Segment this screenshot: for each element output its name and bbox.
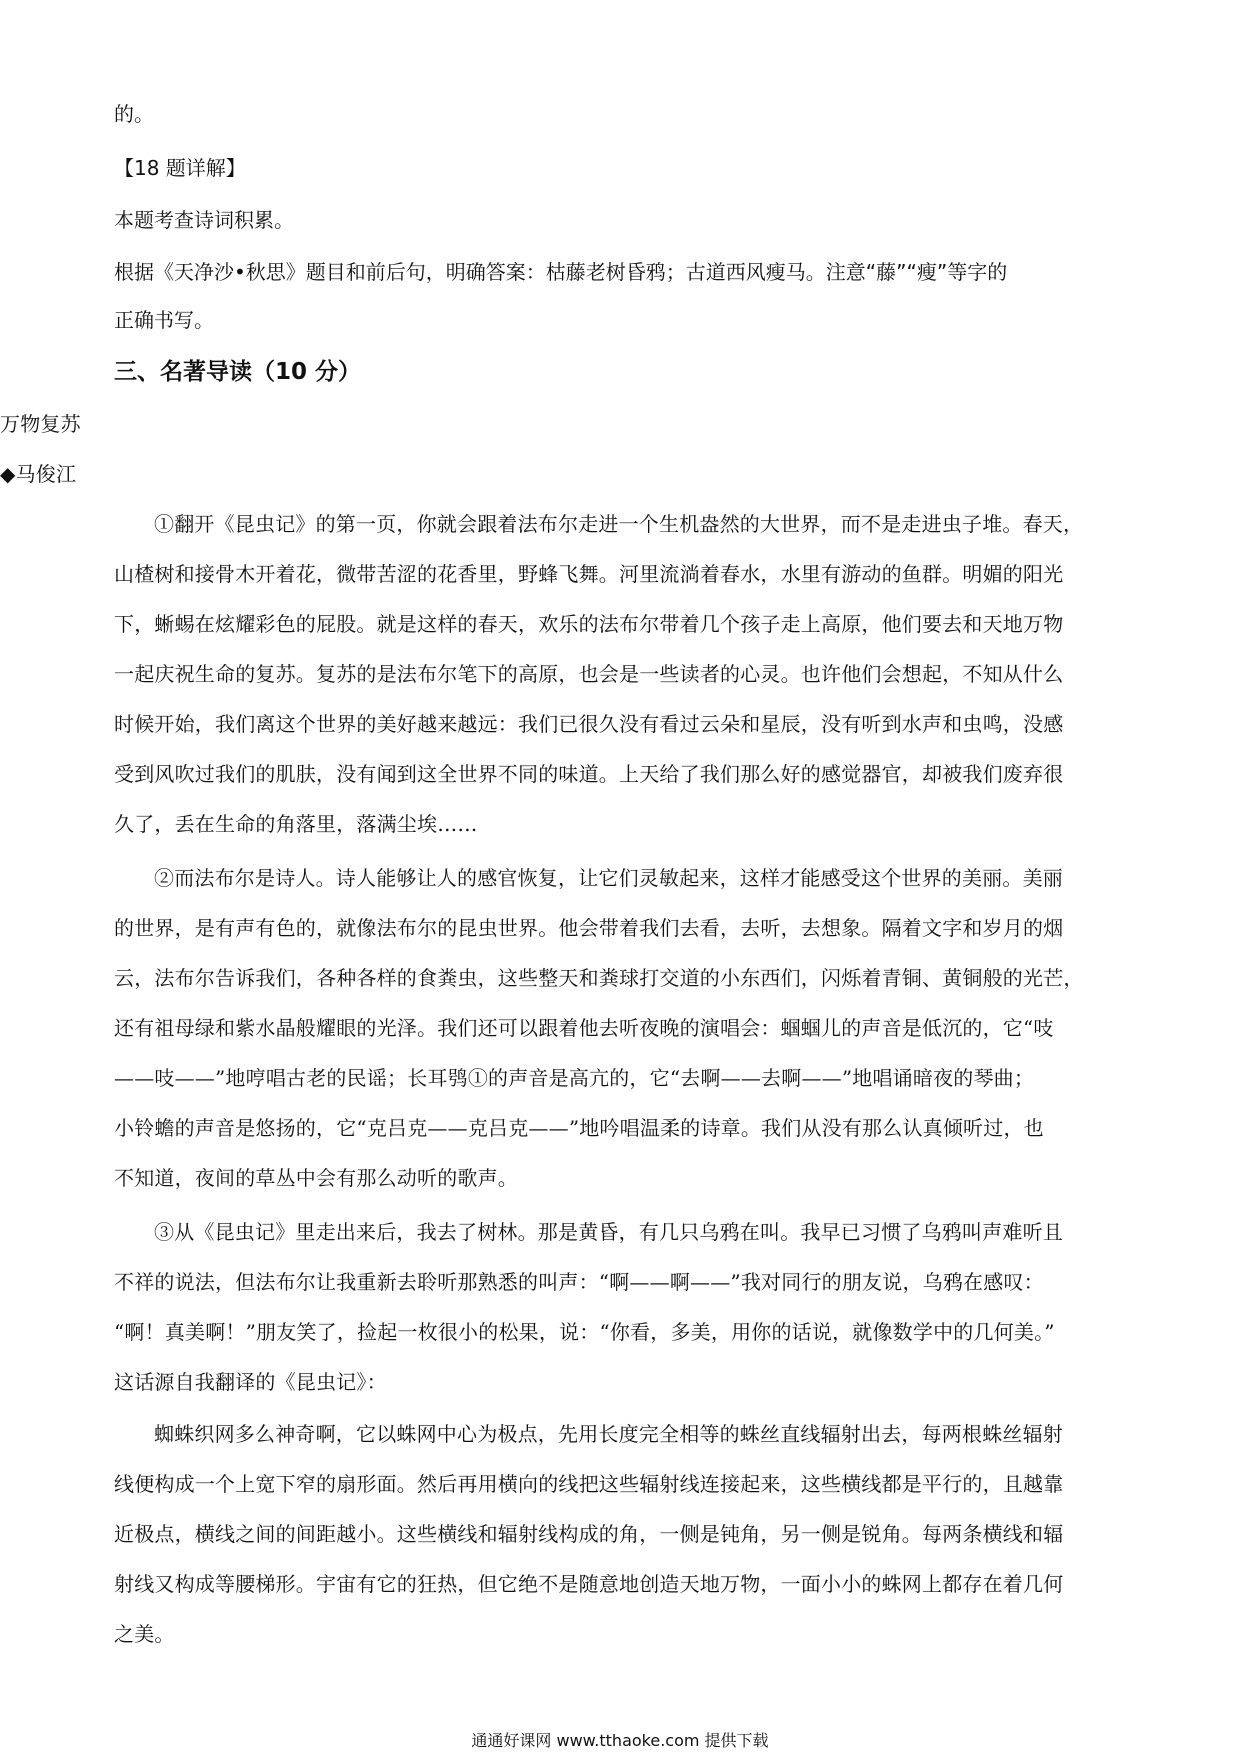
paragraph-1-line: ①翻开《昆虫记》的第一页，你就会跟着法布尔走进一个生机盎然的大世界，而不是走进虫子堆。春天，: [154, 512, 1084, 536]
paragraph-2-line: ——吱——”地哼唱古老的民谣；长耳鸮①的声音是高亢的，它“去啊——去啊——”地唱诵暗夜的琴曲；: [114, 1066, 1035, 1090]
paragraph-2-line: 还有祖母绿和紫水晶般耀眼的光泽。我们还可以跟着他去听夜晚的演唱会：蝈蝈儿的声音是低沉的，它“吱: [114, 1016, 1054, 1040]
paragraph-1-line: 下，蜥蜴在炫耀彩色的屁股。就是这样的春天，欢乐的法布尔带着几个孩子走上高原，他们要去和天地万物: [114, 612, 1064, 636]
answer-line: 本题考查诗词积累。: [114, 208, 294, 232]
paragraph-2-line: ②而法布尔是诗人。诗人能够让人的感官恢复，让它们灵敏起来，这样才能感受这个世界的美丽。美丽: [154, 866, 1063, 890]
paragraph-1-line: 一起庆祝生命的复苏。复苏的是法布尔笔下的高原，也会是一些读者的心灵。也许他们会想起，不知从什么: [114, 662, 1064, 686]
question-18-heading: 【18 题详解】: [114, 156, 246, 180]
paragraph-4-line: 射线又构成等腰梯形。宇宙有它的狂热，但它绝不是随意地创造天地万物，一面小小的蛛网上都存在着几何: [114, 1572, 1064, 1596]
paragraph-1-line: 时候开始，我们离这个世界的美好越来越远：我们已很久没有看过云朵和星辰，没有听到水声和虫鸣，没感: [114, 712, 1064, 736]
section-heading: 三、名著导读（10 分）: [114, 359, 362, 385]
paragraph-2-line: 不知道，夜间的草丛中会有那么动听的歌声。: [114, 1166, 518, 1190]
paragraph-1-line: 久了，丢在生命的角落里，落满尘埃……: [114, 812, 478, 836]
answer-line: 正确书写。: [114, 308, 214, 332]
paragraph-1-line: 受到风吹过我们的肌肤，没有闻到这全世界不同的味道。上天给了我们那么好的感觉器官，却被我们废弃很: [114, 762, 1064, 786]
answer-continuation: 的。: [114, 102, 154, 126]
paragraph-3-line: ③从《昆虫记》里走出来后，我去了树林。那是黄昏，有几只乌鸦在叫。我早已习惯了乌鸦叫声难听且: [154, 1220, 1063, 1244]
paragraph-4-line: 蜘蛛织网多么神奇啊，它以蛛网中心为极点，先用长度完全相等的蛛丝直线辐射出去，每两根蛛丝辐射: [154, 1422, 1063, 1446]
paragraph-3-line: 不祥的说法，但法布尔让我重新去聆听那熟悉的叫声：“啊——啊——”我对同行的朋友说，乌鸦在感叹：: [114, 1270, 1044, 1294]
paragraph-2-line: 云，法布尔告诉我们，各种各样的食粪虫，这些整天和粪球打交道的小东西们，闪烁着青铜、黄铜般的光芒，: [114, 966, 1084, 990]
paragraph-2-line: 小铃蟾的声音是悠扬的，它“克吕克——克吕克——”地吟唱温柔的诗章。我们从没有那么认真倾听过，也: [114, 1116, 1044, 1140]
paragraph-2-line: 的世界，是有声有色的，就像法布尔的昆虫世界。他会带着我们去看，去听，去想象。隔着文字和岁月的烟: [114, 916, 1064, 940]
paragraph-1-line: 山楂树和接骨木开着花，微带苦涩的花香里，野蜂飞舞。河里流淌着春水，水里有游动的鱼群。明媚的阳光: [114, 562, 1064, 586]
paragraph-3-line: “啊！真美啊！”朋友笑了，捡起一枚很小的松果，说：“你看，多美，用你的话说，就像数学中的几何美。”: [114, 1320, 1055, 1344]
paragraph-4-line: 之美。: [114, 1622, 175, 1646]
page-footer: 通通好课网 www.tthaoke.com 提供下载: [471, 1731, 769, 1750]
answer-line: 根据《天净沙•秋思》题目和前后句，明确答案：枯藤老树昏鸦；古道西风瘦马。注意“藤”“瘦”等字的: [114, 260, 1008, 284]
paragraph-3-line: 这话源自我翻译的《昆虫记》：: [114, 1370, 387, 1394]
article-title: 万物复苏: [0, 412, 81, 436]
paragraph-4-line: 近极点，横线之间的间距越小。这些横线和辐射线构成的角，一侧是钝角，另一侧是锐角。每两条横线和辐: [114, 1522, 1064, 1546]
paragraph-4-line: 线便构成一个上宽下窄的扇形面。然后再用横向的线把这些辐射线连接起来，这些横线都是平行的，且越靠: [114, 1472, 1064, 1496]
article-author: ◆马俊江: [0, 462, 77, 486]
